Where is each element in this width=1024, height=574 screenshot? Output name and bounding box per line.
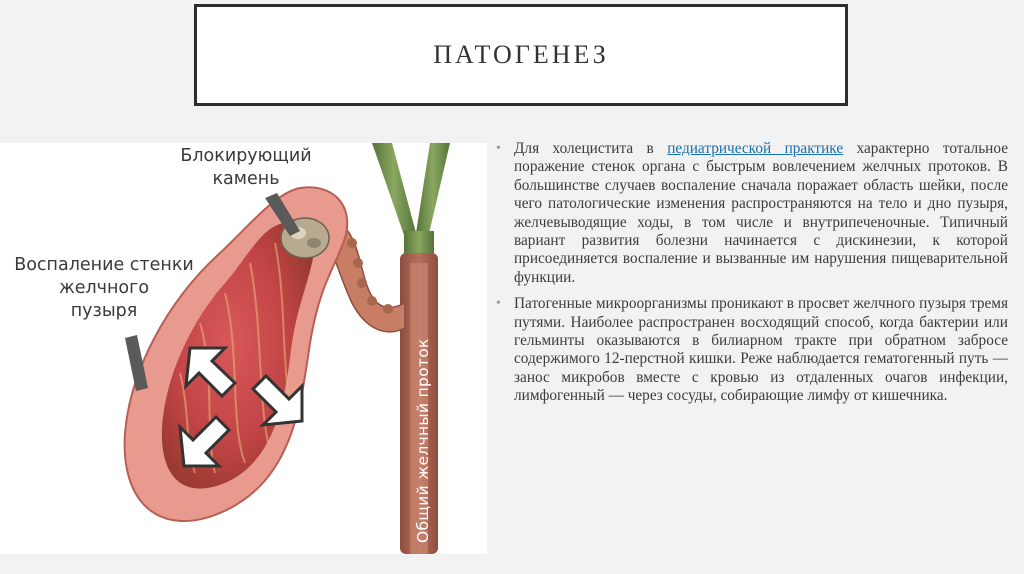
p2-text: Патогенные микроорганизмы проникают в просвет желчного пузыря тремя путями. Наиболее распространен восходящий способ, когда бактерии или гельминты оказываются в билиарном тракте при обратном забросе содержимого 12-перстной кишки. Реже наблюдается гематогенный путь — занос микробов вместе с кровью из отдаленных очагов инфекции, лимфогенный — через сосуды, собирающие лимфу от кишечника. bbox=[514, 295, 1008, 405]
common-bile-duct bbox=[400, 253, 438, 554]
content-text bbox=[496, 140, 1008, 414]
stone-label-line1: Блокирующий bbox=[180, 146, 312, 166]
wall-label-line2: желчного bbox=[58, 278, 150, 298]
hepatic-duct-branches bbox=[372, 143, 450, 271]
bullet: • bbox=[496, 141, 501, 156]
p1-text-start: Для холецистита в bbox=[514, 140, 668, 157]
paragraph-2 bbox=[496, 295, 1008, 405]
wall-label-line1: Воспаление стенки bbox=[14, 255, 194, 275]
bullet: • bbox=[496, 296, 501, 312]
title-box bbox=[194, 4, 848, 106]
stone-label-line2: камень bbox=[212, 169, 280, 189]
duct-label: Общий желчный проток bbox=[414, 338, 432, 543]
p1-text-end: характерно тотальное поражение стенок органа с быстрым вовлечением желчных протоков. В большинстве случаев воспаление сначала поражает область шейки, после чего патологические изменения распространяются на тело и дно пузыря, желчевыводящие ходы, в том числе и внутрипеченочные. Типичный вариант развития болезни начинается с дискинезии, к которой присоединяется воспаление и вызванные им нарушения пищеварительной функции. bbox=[514, 140, 1008, 286]
wall-label-line3: пузыря bbox=[70, 301, 138, 321]
pediatric-practice-link[interactable]: педиатрической практике bbox=[667, 140, 844, 157]
slide-title: ПАТОГЕНЕЗ bbox=[433, 40, 609, 69]
gallbladder-illustration bbox=[0, 143, 487, 554]
paragraph-1 bbox=[496, 140, 1008, 287]
